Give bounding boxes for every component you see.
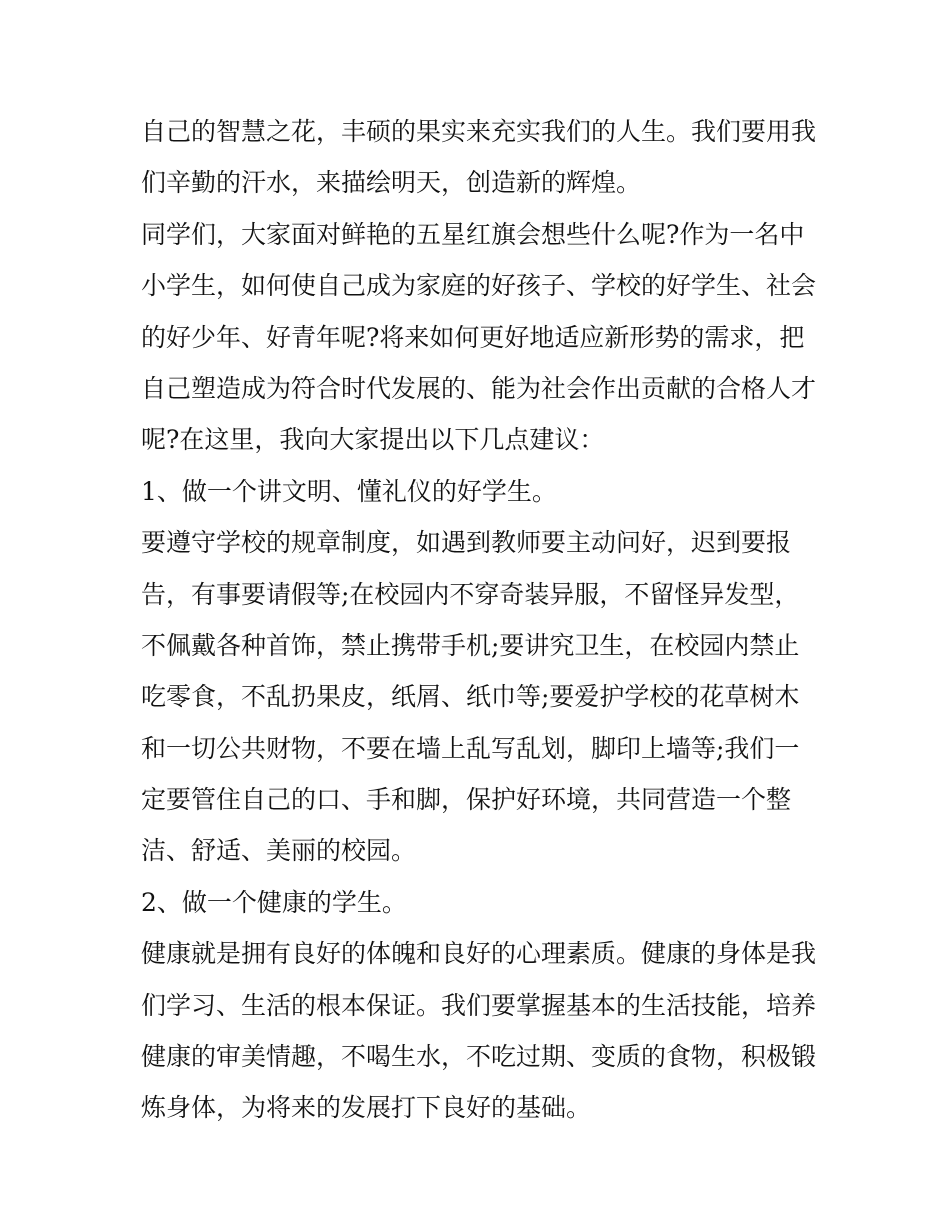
text-line: 健康就是拥有良好的体魄和良好的心理素质。健康的身体是我 bbox=[141, 939, 817, 969]
text-line: 自己的智慧之花，丰硕的果实来充实我们的人生。我们要用我 bbox=[141, 117, 817, 146]
text-line: 不佩戴各种首饰，禁止携带手机;要讲究卫生，在校园内禁止 bbox=[141, 630, 800, 660]
text-line: 要遵守学校的规章制度，如遇到教师要主动问好，迟到要报 bbox=[141, 528, 792, 558]
text-line: 们学习、生活的根本保证。我们要掌握基本的生活技能，培养 bbox=[141, 990, 817, 1020]
section-heading: 2、做一个健康的学生。 bbox=[141, 887, 407, 917]
text-line: 同学们，大家面对鲜艳的五星红旗会想些什么呢?作为一名中 bbox=[141, 219, 805, 249]
text-line: 的好少年、好青年呢?将来如何更好地适应新形势的需求，把 bbox=[141, 322, 805, 352]
text-line: 告，有事要请假等;在校园内不穿奇装异服，不留怪异发型， bbox=[141, 579, 800, 609]
text-line: 洁、舒适、美丽的校园。 bbox=[141, 836, 417, 866]
text-line: 吃零食，不乱扔果皮，纸屑、纸巾等;要爱护学校的花草树木 bbox=[141, 682, 800, 712]
body-text bbox=[141, 106, 821, 1134]
text-line: 小学生，如何使自己成为家庭的好孩子、学校的好学生、社会 bbox=[141, 271, 817, 301]
text-line: 健康的审美情趣，不喝生水，不吃过期、变质的食物，积极锻 bbox=[141, 1042, 817, 1072]
text-line: 们辛勤的汗水，来描绘明天，创造新的辉煌。 bbox=[141, 168, 642, 198]
text-line: 定要管住自己的口、手和脚，保护好环境，共同营造一个整 bbox=[141, 785, 792, 815]
text-line: 炼身体，为将来的发展打下良好的基础。 bbox=[141, 1093, 592, 1123]
text-line: 自己塑造成为符合时代发展的、能为社会作出贡献的合格人才 bbox=[141, 373, 817, 403]
section-heading: 1、做一个讲文明、懂礼仪的好学生。 bbox=[141, 476, 557, 506]
text-line: 和一切公共财物，不要在墙上乱写乱划，脚印上墙等;我们一 bbox=[141, 733, 800, 763]
text-line: 呢?在这里，我向大家提出以下几点建议： bbox=[141, 425, 605, 455]
